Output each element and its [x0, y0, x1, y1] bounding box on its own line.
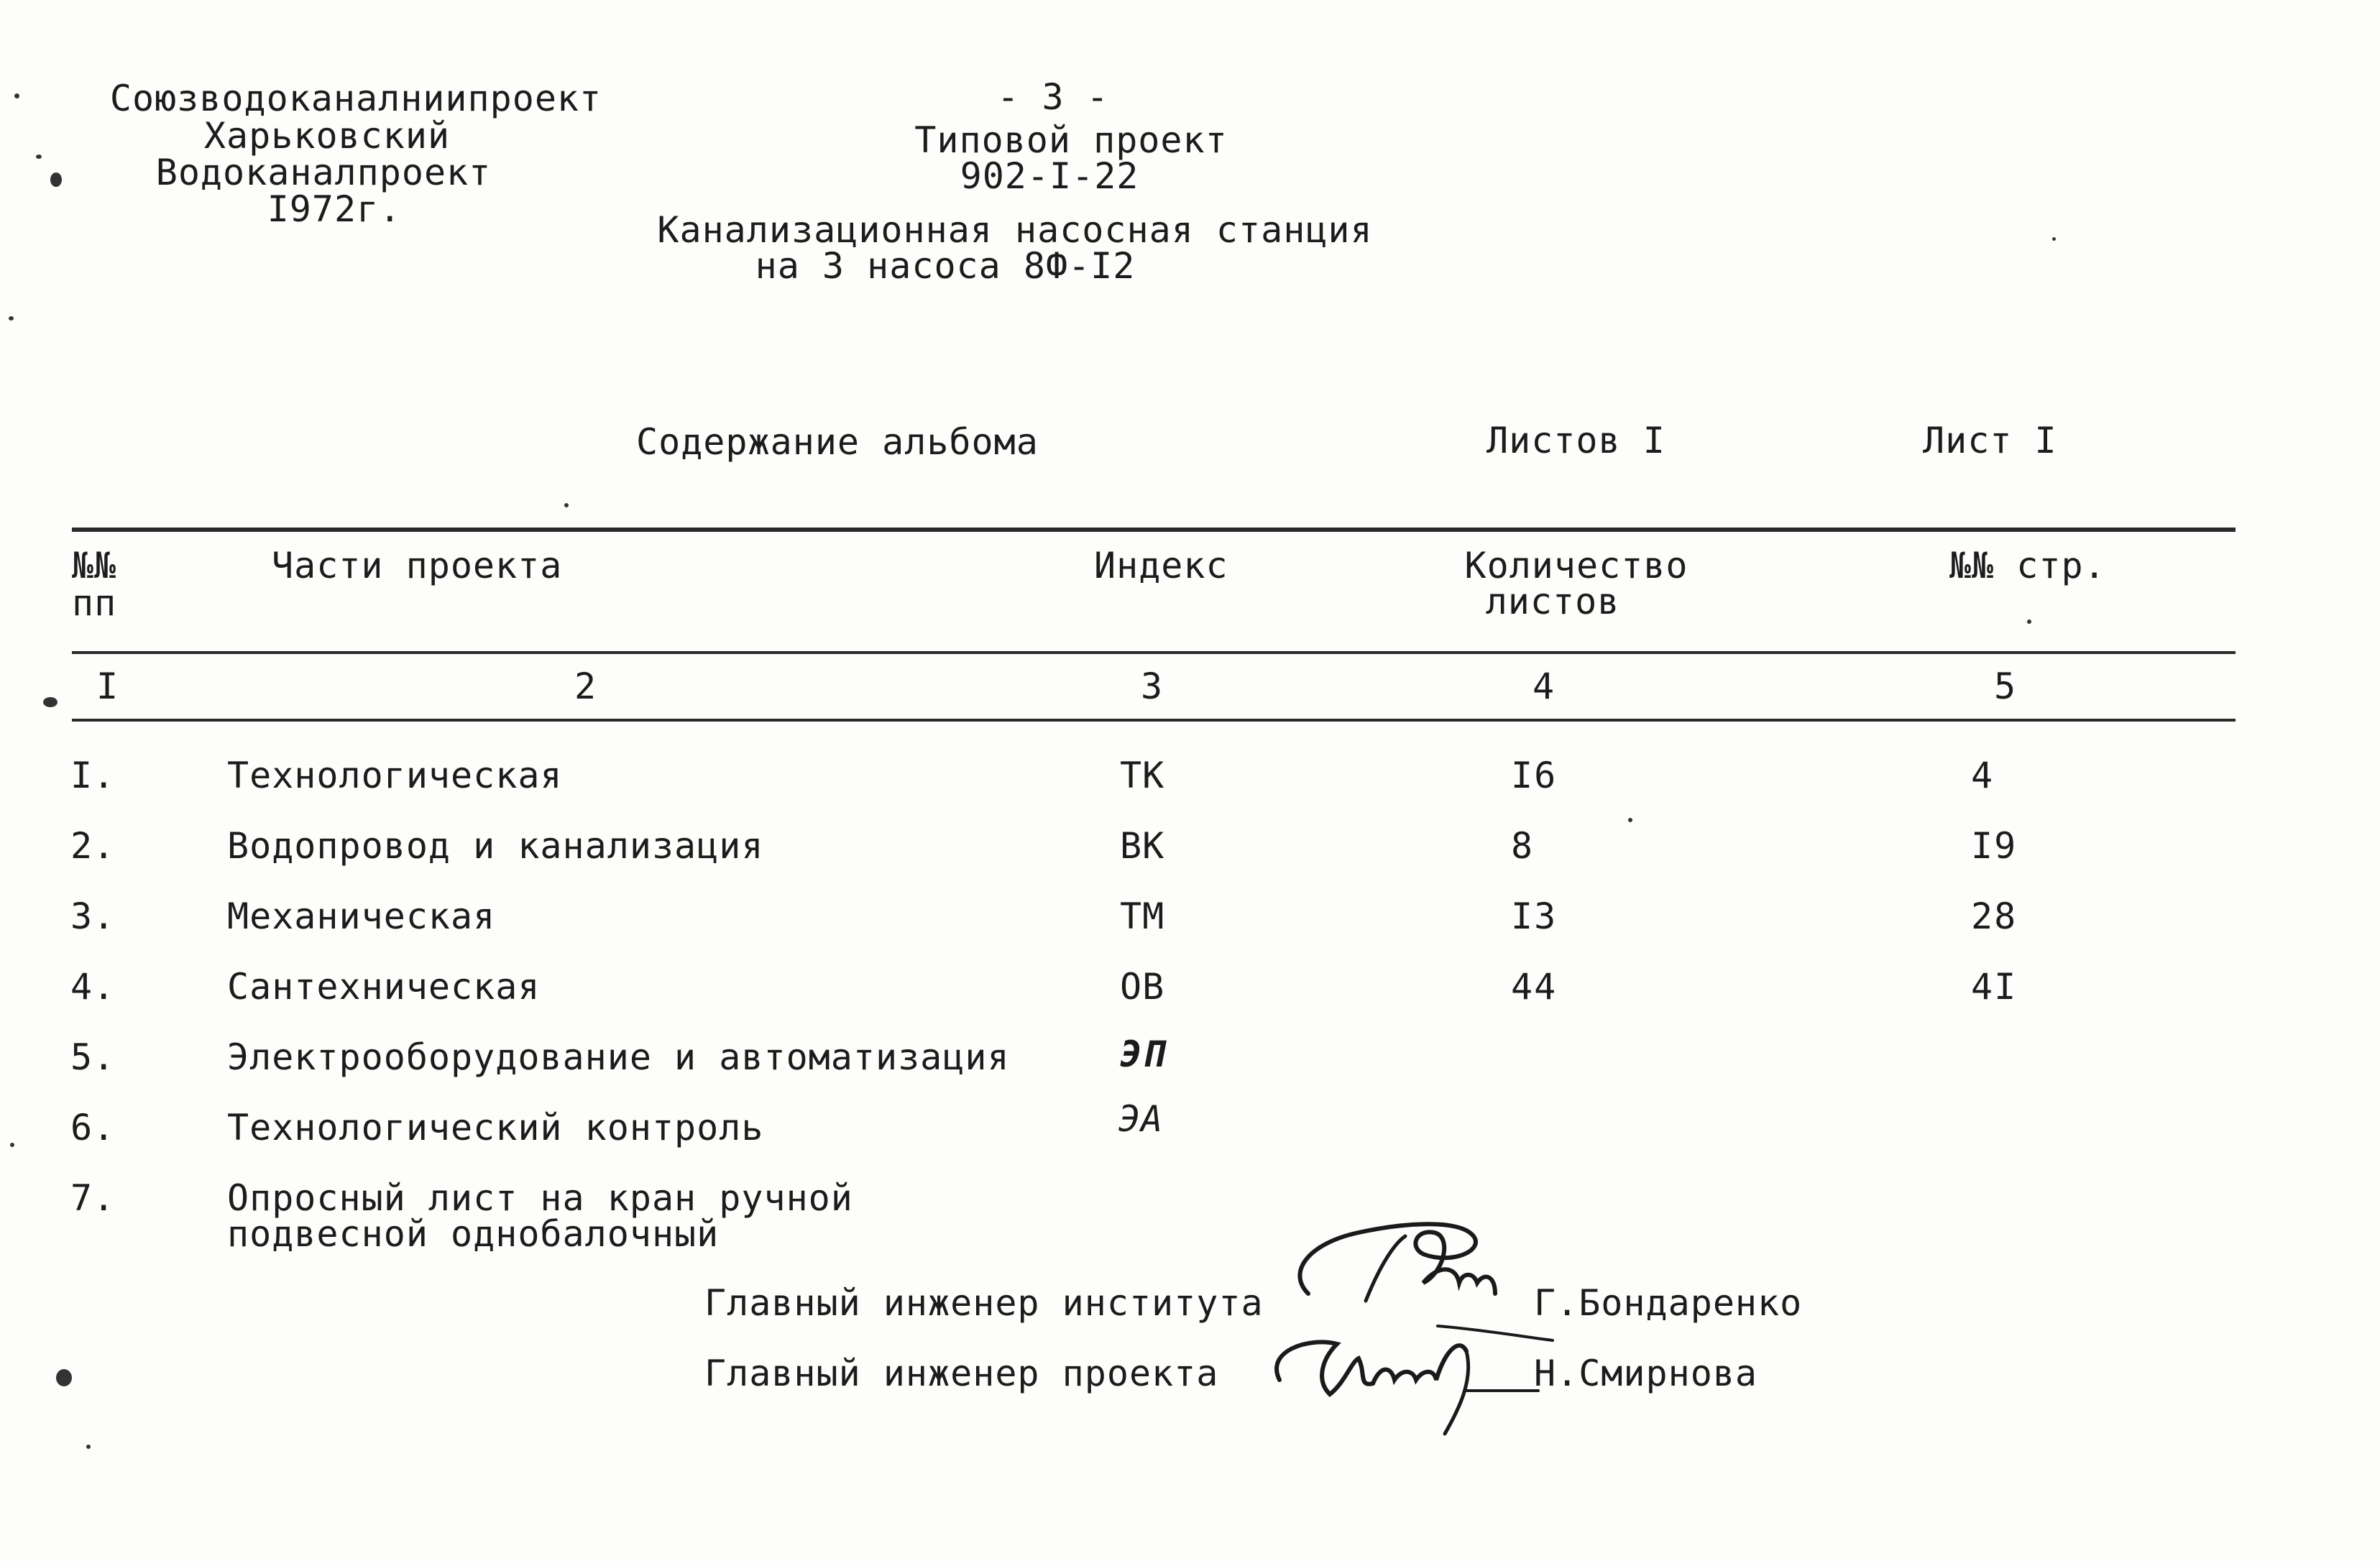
header-count-line-2: листов — [1485, 581, 1620, 622]
project-type: Типовой проект — [914, 119, 1228, 161]
signature-project-image — [1251, 1308, 1596, 1437]
row-index: ОВ — [1120, 966, 1165, 1008]
header-num-line-1: №№ — [72, 545, 117, 586]
row-name: Электрооборудование и автоматизация — [227, 1036, 1010, 1078]
column-number-2: 2 — [574, 666, 598, 707]
row-number: 3. — [70, 895, 116, 937]
row-page: I9 — [1971, 825, 2018, 867]
scan-speck — [43, 697, 58, 707]
signature-role-institute: Главный инженер института — [704, 1282, 1264, 1324]
row-number: 4. — [70, 966, 116, 1008]
row-number: 5. — [70, 1036, 116, 1078]
scan-speck — [50, 172, 62, 187]
org-city: Харьковский — [203, 115, 451, 157]
org-year: I972г. — [267, 188, 402, 230]
row-sheets: 8 — [1511, 825, 1535, 867]
row-number: 7. — [70, 1177, 116, 1219]
scan-speck — [10, 1143, 14, 1147]
row-index: ЭА — [1118, 1098, 1164, 1140]
header-page: №№ стр. — [1949, 545, 2106, 586]
row-number: 2. — [70, 825, 116, 867]
album-title: Содержание альбома — [636, 421, 1039, 463]
row-name: Сантехническая — [227, 966, 541, 1008]
row-sheets: 44 — [1511, 966, 1558, 1008]
row-name-continued: подвесной однобалочный — [227, 1213, 720, 1255]
page-marker: - 3 - — [997, 76, 1109, 118]
row-index: ТК — [1120, 755, 1165, 796]
table-header-rule — [72, 651, 2236, 654]
column-number-5: 5 — [1993, 666, 2018, 707]
row-page: 4 — [1971, 755, 1995, 796]
column-number-3: 3 — [1140, 666, 1164, 707]
scan-speck — [2027, 620, 2031, 624]
org-name: Союзводоканалниипроект — [109, 78, 602, 119]
row-index: ВК — [1120, 825, 1165, 867]
project-title-line-2: на 3 насоса 8Ф-I2 — [755, 245, 1136, 287]
column-number-1: I — [96, 666, 120, 707]
signature-name-project: Н.Смирнова — [1534, 1353, 1758, 1394]
scan-speck — [2052, 237, 2056, 241]
row-name: Водопровод и канализация — [227, 825, 764, 867]
sheets-total: Листов I — [1487, 420, 1665, 461]
scan-speck — [9, 316, 14, 321]
table-colnum-rule — [72, 719, 2236, 722]
row-number: I. — [70, 755, 116, 796]
scan-speck — [36, 155, 42, 159]
row-page: 4I — [1971, 966, 2018, 1008]
signature-institute-image — [1279, 1215, 1567, 1322]
scan-speck — [14, 93, 19, 98]
row-name: Опросный лист на кран ручной — [227, 1177, 853, 1219]
row-name: Технологическая — [227, 755, 563, 796]
column-number-4: 4 — [1532, 666, 1556, 707]
row-sheets: I3 — [1511, 895, 1558, 937]
scan-speck — [564, 503, 569, 507]
row-number: 6. — [70, 1107, 116, 1148]
table-top-rule — [72, 528, 2236, 532]
header-num-line-2: пп — [72, 582, 117, 624]
row-index: ТМ — [1120, 895, 1165, 937]
scan-speck — [1628, 818, 1632, 822]
row-name: Технологический контроль — [227, 1107, 764, 1148]
header-index: Индекс — [1094, 545, 1228, 586]
row-name: Механическая — [227, 895, 496, 937]
sheet-number: Лист I — [1923, 420, 2057, 461]
row-page: 28 — [1971, 895, 2018, 937]
signature-name-institute: Г.Бондаренко — [1534, 1282, 1803, 1324]
signature-role-project: Главный инженер проекта — [704, 1353, 1219, 1394]
org-department: Водоканалпроект — [155, 152, 492, 193]
project-number: 902-I-22 — [960, 155, 1139, 197]
row-sheets: I6 — [1511, 755, 1558, 796]
scan-speck — [86, 1445, 91, 1449]
row-index: ЭП — [1120, 1033, 1165, 1075]
scan-speck — [56, 1369, 72, 1386]
header-count-line-1: Количество — [1464, 545, 1688, 586]
project-title-line-1: Канализационная насосная станция — [657, 209, 1373, 251]
header-parts: Части проекта — [272, 545, 563, 586]
